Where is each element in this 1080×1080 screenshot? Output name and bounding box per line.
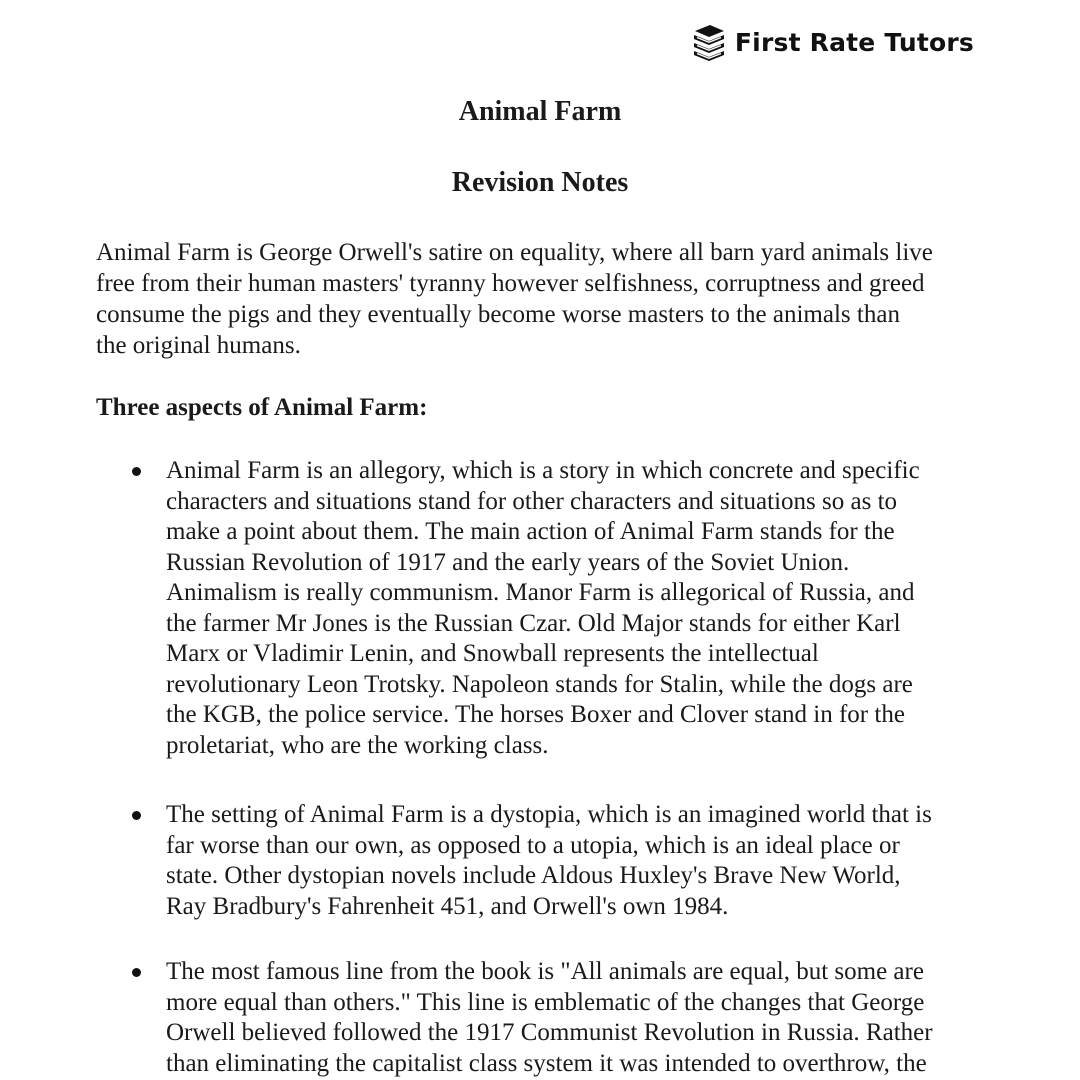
- brand-logo: [691, 22, 974, 62]
- bullet-dot: [132, 467, 141, 476]
- intro-line: Animal Farm is George Orwell's satire on equality, where all barn yard animals live: [96, 239, 933, 266]
- brand-name: First Rate Tutors: [734, 27, 974, 57]
- bullet-line: revolutionary Leon Trotsky. Napoleon stands for Stalin, while the dogs are: [166, 670, 913, 698]
- intro-paragraph: [96, 237, 996, 361]
- bullet-line: far worse than our own, as opposed to a utopia, which is an ideal place or: [166, 831, 900, 859]
- bullet-line: state. Other dystopian novels include Aldous Huxley's Brave New World,: [166, 862, 901, 889]
- bullet-item-dystopia: [166, 800, 1046, 922]
- bullet-line: Russian Revolution of 1917 and the early years of the Soviet Union.: [166, 548, 850, 576]
- bullet-line: The setting of Animal Farm is a dystopia, which is an imagined world that is: [166, 801, 932, 828]
- bullet-dot: [132, 811, 141, 820]
- bullet-line: characters and situations stand for other characters and situations so as to: [166, 487, 898, 515]
- bullet-line: Ray Bradbury's Fahrenheit 451, and Orwell's own 1984.: [166, 892, 729, 920]
- bullet-line: The most famous line from the book is "All animals are equal, but some are: [166, 958, 924, 985]
- intro-line: the original humans.: [96, 332, 301, 359]
- bullet-dot: [132, 968, 141, 977]
- bullet-line: proletariat, who are the working class.: [166, 731, 549, 759]
- bullet-line: the KGB, the police service. The horses Boxer and Clover stand in for the: [166, 701, 905, 728]
- bullet-line: make a point about them. The main action of Animal Farm stands for the: [166, 518, 895, 545]
- bullet-item-allegory: [166, 456, 1046, 761]
- stacked-books-icon: [691, 22, 727, 62]
- intro-line: consume the pigs and they eventually become worse masters to the animals than: [96, 301, 900, 328]
- section-heading: Three aspects of Animal Farm:: [96, 394, 428, 421]
- bullet-line: the farmer Mr Jones is the Russian Czar. Old Major stands for either Karl: [166, 609, 901, 637]
- bullet-line: Animal Farm is an allegory, which is a story in which concrete and specific: [166, 457, 920, 484]
- bullet-item-famous-line: [166, 957, 1046, 1079]
- bullet-line: Marx or Vladimir Lenin, and Snowball represents the intellectual: [166, 640, 819, 667]
- bullet-line: than eliminating the capitalist class system it was intended to overthrow, the: [166, 1049, 927, 1077]
- document-title: Animal Farm: [458, 96, 622, 127]
- bullet-line: Animalism is really communism. Manor Farm is allegorical of Russia, and: [166, 579, 915, 606]
- intro-line: free from their human masters' tyranny however selfishness, corruptness and greed: [96, 270, 925, 297]
- bullet-line: Orwell believed followed the 1917 Communist Revolution in Russia. Rather: [166, 1019, 933, 1046]
- document-subtitle: Revision Notes: [451, 167, 629, 198]
- bullet-line: more equal than others." This line is emblematic of the changes that George: [166, 988, 925, 1016]
